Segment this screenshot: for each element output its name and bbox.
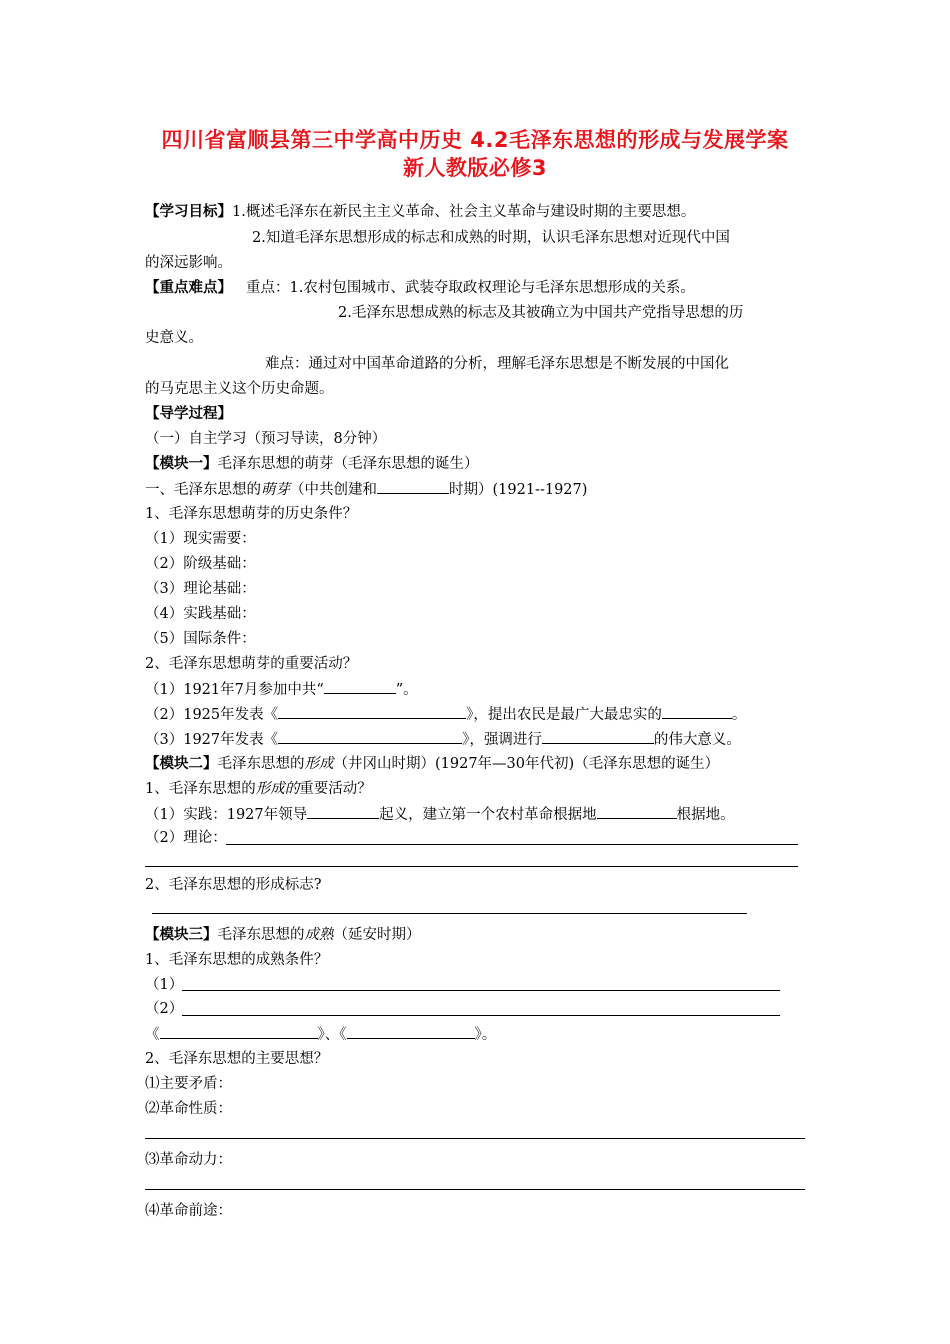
module1-q2: 2、毛泽东思想萌芽的重要活动？ (145, 656, 358, 672)
blank-activity1[interactable] (324, 679, 396, 694)
activity-1: （1）1921年7月参加中共“ ”。 (145, 679, 418, 700)
thought-2: ⑵革命性质： (145, 1101, 232, 1117)
blank-uprising[interactable] (307, 804, 379, 819)
activity-2: （2）1925年发表《 》，提出农民是最广大最忠实的 。 (145, 704, 746, 725)
module2-q1: 1、毛泽东思想的形成的重要活动？ (145, 781, 372, 797)
thought-3: ⑶革命动力： (145, 1152, 232, 1168)
condition-3: （3）理论基础： (145, 581, 256, 597)
maturity-blank-line2[interactable] (182, 1015, 780, 1016)
goals-line2: 2.知道毛泽东思想形成的标志和成熟的时期，认识毛泽东思想对近现代中国 (252, 230, 730, 246)
module2-header: 【模块二】毛泽东思想的形成（井冈山时期）(1927年—30年代初)（毛泽东思想的诞生） (145, 755, 720, 772)
module1-section-line: 一、毛泽东思想的萌芽（中共创建和 时期）(1921--1927) (145, 479, 587, 500)
keypoints-line3: 史意义。 (145, 330, 203, 346)
maturity-condition-2: （2） (145, 1001, 184, 1017)
maturity-condition-1: （1） (145, 977, 184, 993)
module2-q2: 2、毛泽东思想的形成标志? (145, 877, 322, 893)
theory-blank-line2[interactable] (145, 866, 798, 867)
theory-label: （2）理论： (145, 830, 227, 846)
document-title-line1: 四川省富顺县第三中学高中历史 4.2毛泽东思想的形成与发展学案 (161, 128, 789, 152)
nature-blank-line[interactable] (145, 1138, 805, 1139)
formation-blank-line[interactable] (152, 913, 747, 914)
blank-period[interactable] (377, 479, 449, 494)
goals-line3: 的深远影响。 (145, 255, 232, 271)
maturity-blank-line1[interactable] (182, 990, 780, 991)
condition-4: （4）实践基础： (145, 606, 256, 622)
keypoints-line1: 【重点难点】 重点：1.农村包围城市、武装夺取政权理论与毛泽东思想形成的关系。 (145, 279, 695, 296)
blank-movement[interactable] (542, 729, 654, 744)
theory-blank-line1[interactable] (226, 844, 798, 845)
blank-ally[interactable] (662, 704, 732, 719)
force-blank-line[interactable] (145, 1189, 805, 1190)
goals-label: 【学习目标】 (145, 203, 232, 220)
thought-1: ⑴主要矛盾： (145, 1076, 232, 1092)
module3-q1: 1、毛泽东思想的成熟条件？ (145, 952, 329, 968)
document-title-line2: 新人教版必修3 (402, 156, 548, 180)
keypoints-label: 【重点难点】 (145, 279, 232, 296)
self-study-line: （一）自主学习（预习导读，8分钟） (145, 431, 387, 447)
activity-3: （3）1927年发表《 》，强调进行 的伟大意义。 (145, 729, 741, 750)
condition-5: （5）国际条件： (145, 631, 256, 647)
condition-2: （2）阶级基础： (145, 556, 256, 572)
module1-header: 【模块一】毛泽东思想的萌芽（毛泽东思想的诞生） (145, 455, 479, 472)
works-line: 《 》、《 》。 (145, 1024, 496, 1045)
process-label: 【导学过程】 (145, 405, 232, 422)
blank-work2[interactable] (347, 1024, 475, 1039)
practice-line: （1）实践：1927年领导 起义，建立第一个农村革命根据地 根据地。 (145, 804, 735, 825)
difficulty-line1: 难点：通过对中国革命道路的分析，理解毛泽东思想是不断发展的中国化 (265, 356, 729, 372)
condition-1: （1）现实需要： (145, 531, 256, 547)
module1-q1: 1、毛泽东思想萌芽的历史条件？ (145, 506, 358, 522)
keypoints-line2: 2.毛泽东思想成熟的标志及其被确立为中国共产党指导思想的历 (338, 305, 744, 321)
blank-work1[interactable] (160, 1024, 318, 1039)
blank-article1[interactable] (278, 704, 466, 719)
difficulty-line2: 的马克思主义这个历史命题。 (145, 381, 334, 397)
goals-line1: 【学习目标】1.概述毛泽东在新民主主义革命、社会主义革命与建设时期的主要思想。 (145, 203, 696, 220)
blank-base[interactable] (597, 804, 677, 819)
module3-header: 【模块三】毛泽东思想的成熟（延安时期） (145, 926, 421, 943)
thought-4: ⑷革命前途： (145, 1203, 232, 1219)
blank-article2[interactable] (278, 729, 462, 744)
module3-q2: 2、毛泽东思想的主要思想？ (145, 1051, 329, 1067)
